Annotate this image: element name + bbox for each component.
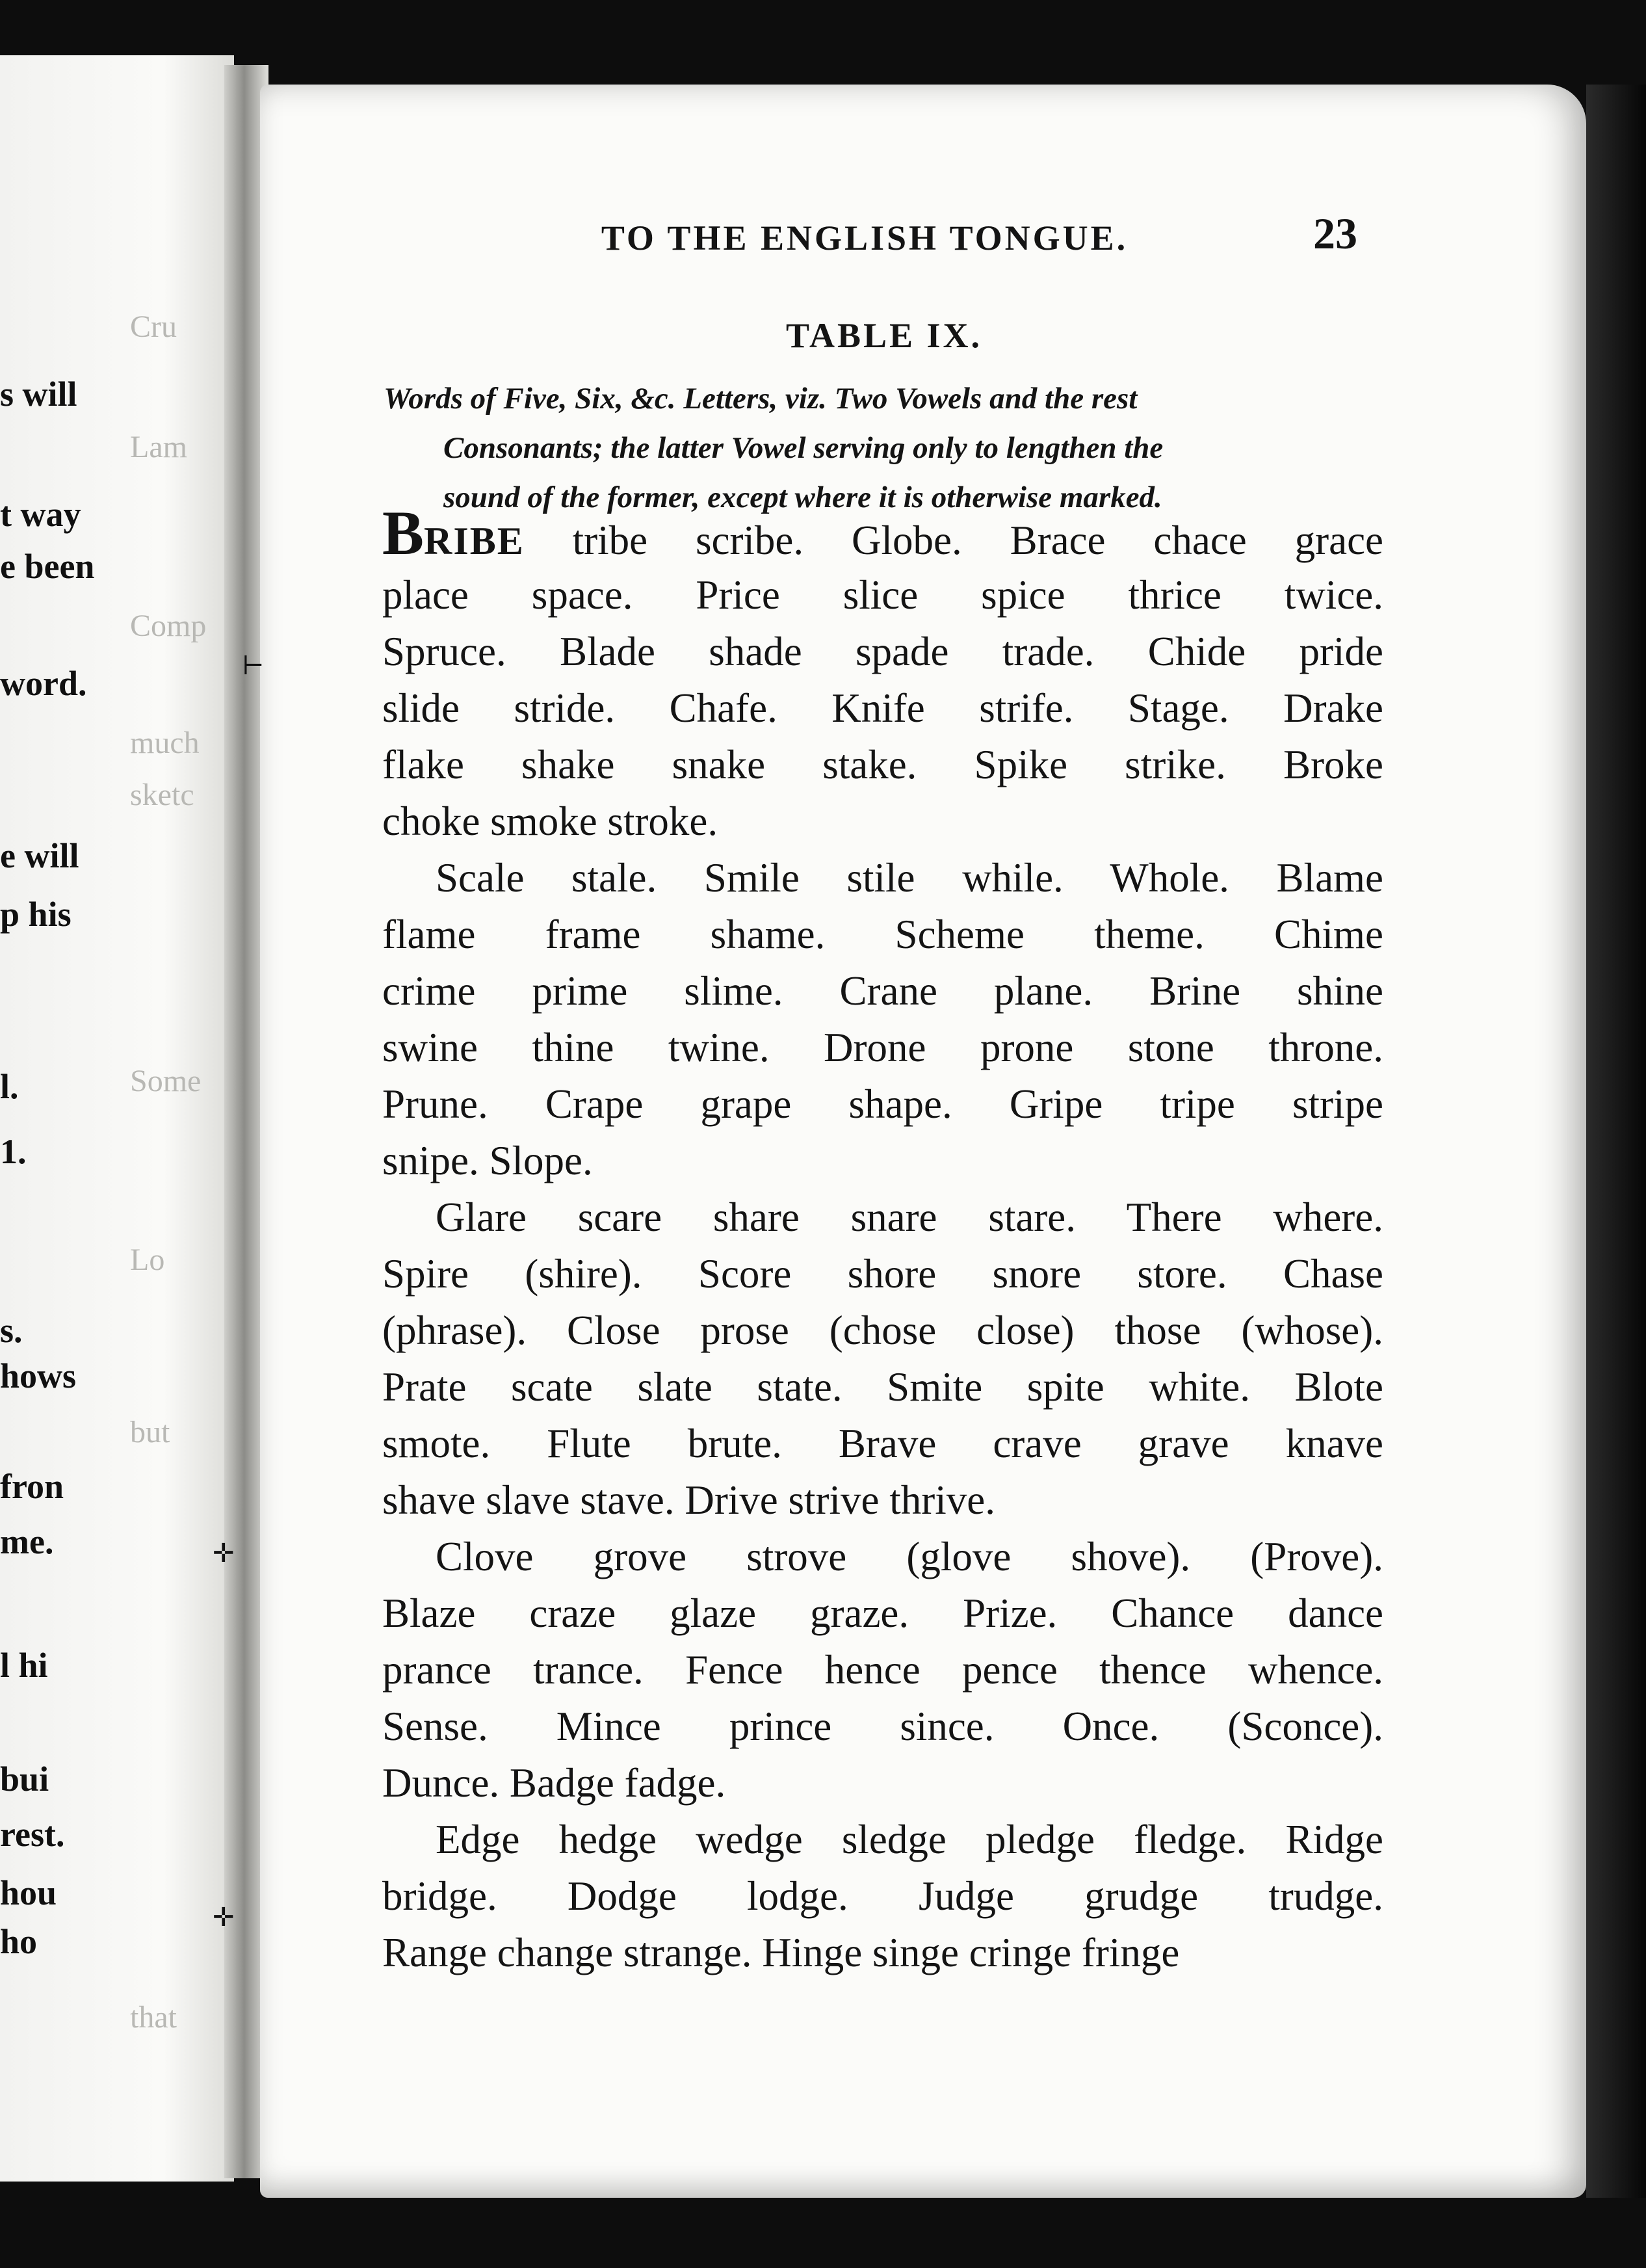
intro-line: Words of Five, Six, &c. Letters, viz. Two Vowels and the rest [384,382,1138,415]
word-line: shave slave stave. Drive strive thrive. [382,1477,995,1523]
word-line: prance trance. Fence hence pence thence whence. [382,1647,1383,1693]
facing-page-faded-line: Lo [130,1243,165,1277]
word-line: Prune. Crape grape shape. Gripe tripe stripe [382,1081,1383,1127]
facing-page-faded-line: much [130,726,200,760]
facing-page-line: word. [0,664,87,703]
margin-mark: ✛ [213,1903,235,1932]
facing-page-faded-line: Some [130,1064,202,1098]
word-paragraph [382,1529,1383,1812]
first-word-rest: RIBE [424,520,525,562]
page-number: 23 [1313,209,1357,258]
facing-page-line: me. [0,1522,54,1561]
initial-capital: B [382,510,425,567]
word-paragraph [382,850,1383,1189]
word-line: flake shake snake stake. Spike strike. Broke [382,742,1383,787]
word-line-text: tribe scribe. Globe. Brace chace grace [572,518,1383,563]
facing-page-faded-line: Comp [130,609,207,643]
facing-page-line: rest. [0,1815,65,1854]
margin-mark: ⊢ [242,651,265,680]
table-title: TABLE IX. [785,316,983,355]
word-line: (phrase). Close prose (chose close) those (whose). [382,1308,1383,1353]
facing-page-faded-line: but [130,1415,170,1449]
word-line: flame frame shame. Scheme theme. Chime [382,912,1383,957]
facing-page-line: fron [0,1467,64,1506]
word-line: Sense. Mince prince since. Once. (Sconce). [382,1704,1383,1749]
facing-page-line: hou [0,1873,57,1912]
word-list [382,510,1383,1981]
facing-page-line: ho [0,1922,38,1961]
word-line: choke smoke stroke. [382,798,718,844]
facing-page-faded-line: that [130,2000,177,2035]
facing-page-faded-line: Cru [130,310,177,344]
facing-page-line: s. [0,1311,23,1350]
table-intro [384,374,1385,522]
facing-page-line: p his [0,895,72,934]
word-line: bridge. Dodge lodge. Judge grudge trudge. [382,1873,1383,1919]
word-paragraph [382,1189,1383,1529]
word-line: Spruce. Blade shade spade trade. Chide pride [382,629,1383,674]
facing-page-line: bui [0,1760,49,1799]
word-line: place space. Price slice spice thrice twice. [382,572,1383,618]
margin-mark: ✛ [213,1538,235,1568]
facing-page-line: hows [0,1356,77,1395]
facing-page-faded-line: sketc [130,778,194,812]
word-line: Blaze craze glaze graze. Prize. Chance dance [382,1590,1383,1636]
intro-line: Consonants; the latter Vowel serving only to lengthen the [443,431,1164,465]
word-line: crime prime slime. Crane plane. Brine shine [382,968,1383,1014]
scan-edge [1586,85,1646,2198]
word-line: Clove grove strove (glove shove). (Prove). [436,1534,1383,1579]
facing-page-line: l. [0,1067,19,1106]
word-line: slide stride. Chafe. Knife strife. Stage. Drake [382,685,1383,731]
running-head: TO THE ENGLISH TONGUE. [601,218,1129,257]
word-paragraph [382,1812,1383,1981]
facing-page-faded-line: Lam [130,430,187,464]
facing-page-line: e been [0,547,95,586]
intro-line: sound of the former, except where it is otherwise marked. [443,481,1162,514]
word-line: snipe. Slope. [382,1138,593,1183]
facing-page-line: 1. [0,1132,27,1171]
facing-page-line: t way [0,495,81,534]
word-line: Spire (shire). Score shore snore store. Chase [382,1251,1383,1297]
word-line: smote. Flute brute. Brave crave grave knave [382,1421,1383,1466]
word-line: Scale stale. Smile stile while. Whole. Blame [436,855,1383,901]
word-line [382,510,1383,567]
facing-page-line: l hi [0,1646,48,1685]
facing-page-line: e will [0,836,79,875]
word-line: Range change strange. Hinge singe cringe fringe [382,1930,1180,1975]
word-line: swine thine twine. Drone prone stone throne. [382,1025,1383,1070]
facing-page-line: s will [0,375,77,414]
word-line: Glare scare share snare stare. There where. [436,1194,1383,1240]
facing-page-fragment [0,55,234,2182]
word-paragraph [382,510,1383,850]
word-line: Edge hedge wedge sledge pledge fledge. Ridge [436,1817,1383,1862]
word-line: Dunce. Badge fadge. [382,1760,726,1806]
word-line: Prate scate slate state. Smite spite white. Blote [382,1364,1383,1410]
